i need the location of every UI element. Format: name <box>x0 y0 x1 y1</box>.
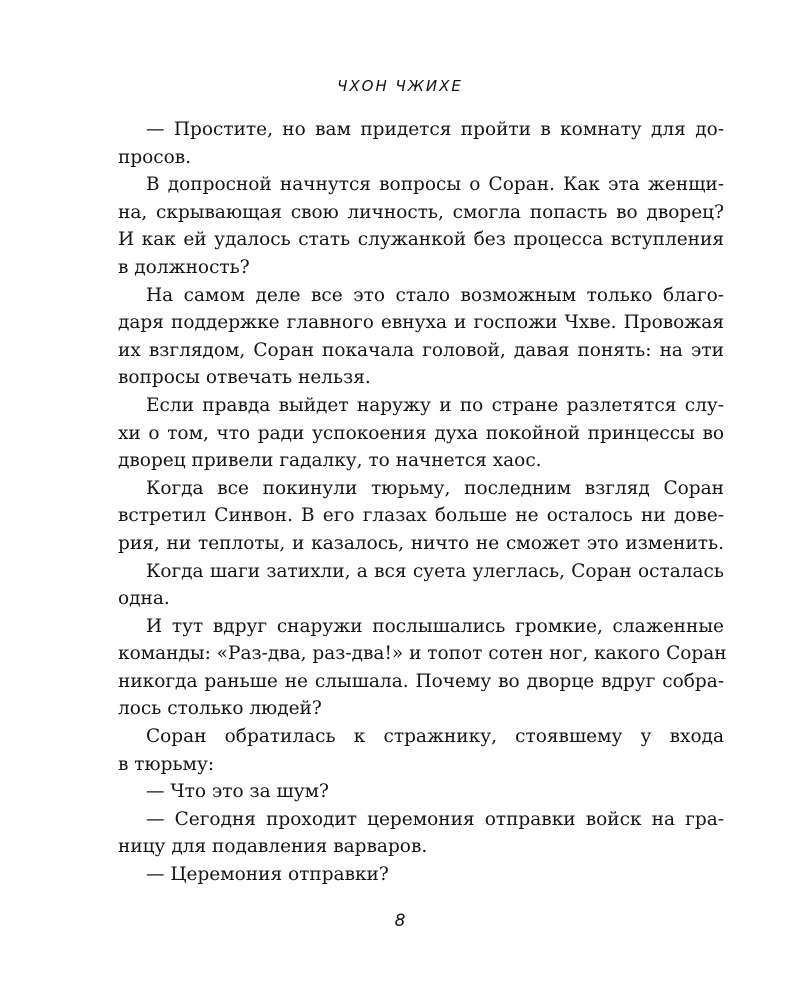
text-line: — Церемония отправки? <box>146 864 389 886</box>
running-title: ЧХОН ЧЖИХЕ <box>337 77 463 95</box>
text-line: — Что это за шум? <box>146 781 329 803</box>
text-line: встретил Синвон. В его глазах больше не осталось ни дове- <box>118 505 724 527</box>
text-line: одна. <box>118 588 170 610</box>
text-line: Когда шаги затихли, а вся суета улеглась, Соран осталась <box>146 560 724 582</box>
text-line: хи о том, что ради успокоения духа покойной принцессы во <box>118 422 724 444</box>
text-line: ницу для подавления варваров. <box>118 836 428 858</box>
body-text <box>118 116 727 889</box>
text-line: на, скрывающая свою личность, смогла попасть во дворец? <box>118 201 724 223</box>
text-line: Когда все покинули тюрьму, последним взгляд Соран <box>146 477 724 499</box>
text-line: просов. <box>118 146 192 168</box>
text-line: — Простите, но вам придется пройти в комнату для до- <box>146 119 724 140</box>
text-line: в должность? <box>118 256 250 278</box>
text-line: даря поддержке главного евнуха и госпожи Чхве. Провожая <box>118 312 724 334</box>
text-line: рия, ни теплоты, и казалось, ничто не сможет это изменить. <box>118 532 724 554</box>
text-line: И тут вдруг снаружи послышались громкие, слаженные <box>146 615 724 637</box>
text-line: лось столько людей? <box>118 698 322 720</box>
text-line: команды: «Раз-два, раз-два!» и топот сотен ног, какого Соран <box>118 643 727 665</box>
text-line: Если правда выйдет наружу и по стране разлетятся слу- <box>146 394 724 416</box>
text-line: никогда раньше не слышала. Почему во дворце вдруг собра- <box>118 670 724 692</box>
text-line: И как ей удалось стать служанкой без процесса вступления <box>118 229 724 251</box>
text-line: дворец привели гадалку, то начнется хаос. <box>118 450 542 472</box>
page-number: 8 <box>394 911 406 931</box>
text-line: их взглядом, Соран покачала головой, давая понять: на эти <box>118 339 724 361</box>
text-line: В допросной начнутся вопросы о Соран. Как эта женщи- <box>146 174 724 196</box>
text-line: — Сегодня проходит церемония отправки войск на гра- <box>146 808 724 830</box>
text-line: На самом деле все это стало возможным только благо- <box>146 284 724 306</box>
text-line: в тюрьму: <box>118 753 215 775</box>
text-line: вопросы отвечать нельзя. <box>118 367 371 389</box>
text-line: Соран обратилась к стражнику, стоявшему у входа <box>146 726 724 748</box>
